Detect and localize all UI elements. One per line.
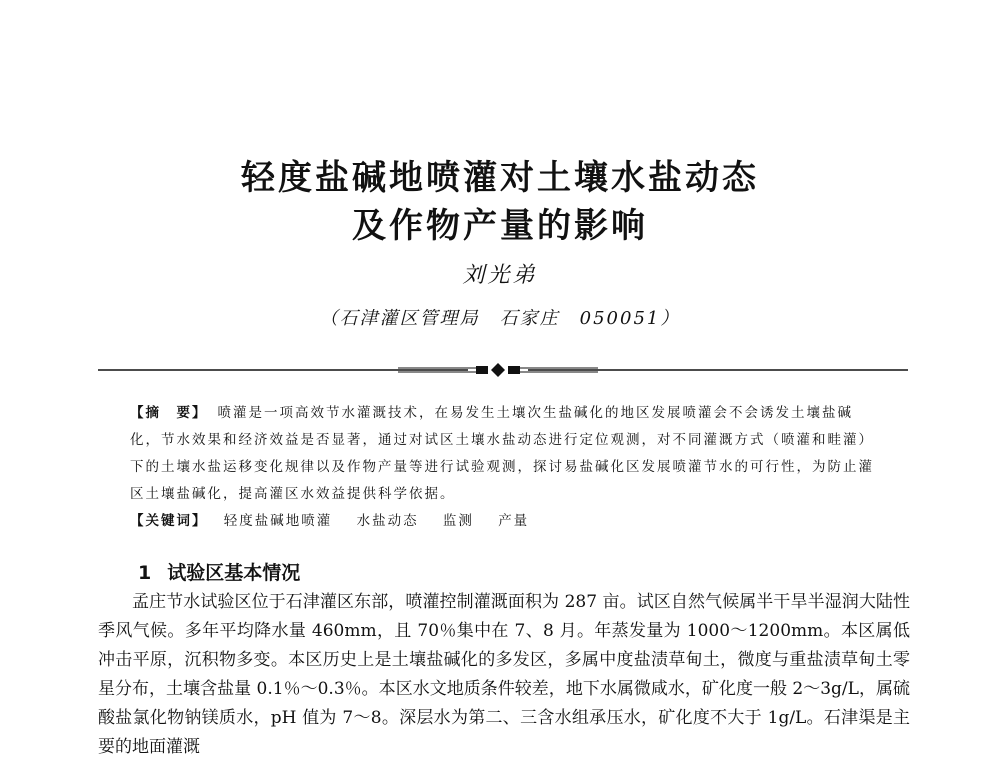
diamond-ornament-icon bbox=[491, 363, 505, 377]
section-number: 1 bbox=[138, 562, 152, 584]
author-affiliation: （石津灌区管理局 石家庄 050051） bbox=[319, 308, 681, 329]
section-body-text: 孟庄节水试验区位于石津灌区东部，喷灌控制灌溉面积为 287 亩。试区自然气候属半干旱半湿润大陆性季风气候。多年平均降水量 460mm，且 70％集中在 7、8 月。年蒸发量为 1000～1200mm。本区属低冲击平原，沉积物多变。本区历史上是土壤盐碱化的多发区，多属中度盐渍草甸土，微度与重盐渍草甸土零星分布，土壤含盐量 0.1％～0.3％。本区水文地质条件较差，地下水属微咸水，矿化度一般 2～3g/L，属硫酸盐氯化物钠镁质水，pH 值为 7～8。深层水为第二、三含水组承压水，矿化度不大于 1g/L。石津渠是主要的地面灌溉 bbox=[98, 592, 910, 757]
keyword-item: 监测 bbox=[442, 513, 474, 529]
keyword-item: 水盐动态 bbox=[356, 513, 419, 529]
ornamental-divider bbox=[98, 358, 908, 382]
paper-title-line1: 轻度盐碱地喷灌对土壤水盐动态 bbox=[241, 158, 759, 198]
keywords-block bbox=[130, 508, 880, 535]
keyword-item: 轻度盐碱地喷灌 bbox=[223, 513, 333, 529]
section-heading bbox=[138, 558, 300, 585]
author-name: 刘光弟 bbox=[462, 263, 538, 288]
keywords-label: 【关键词】 bbox=[130, 513, 208, 529]
section-title: 试验区基本情况 bbox=[167, 562, 301, 584]
paper-title-line2: 及作物产量的影响 bbox=[352, 206, 648, 246]
keyword-item: 产量 bbox=[498, 513, 530, 529]
abstract-label: 【摘 要】 bbox=[130, 405, 208, 421]
abstract-text: 喷灌是一项高效节水灌溉技术，在易发生土壤次生盐碱化的地区发展喷灌会不会诱发土壤盐碱化，节水效果和经济效益是否显著，通过对试区土壤水盐动态进行定位观测，对不同灌溉方式（喷灌和畦灌）下的土壤水盐运移变化规律以及作物产量等进行试验观测，探讨易盐碱化区发展喷灌节水的可行性，为防止灌区土壤盐碱化，提高灌区水效益提供科学依据。 bbox=[130, 405, 874, 502]
abstract-block bbox=[130, 400, 880, 508]
